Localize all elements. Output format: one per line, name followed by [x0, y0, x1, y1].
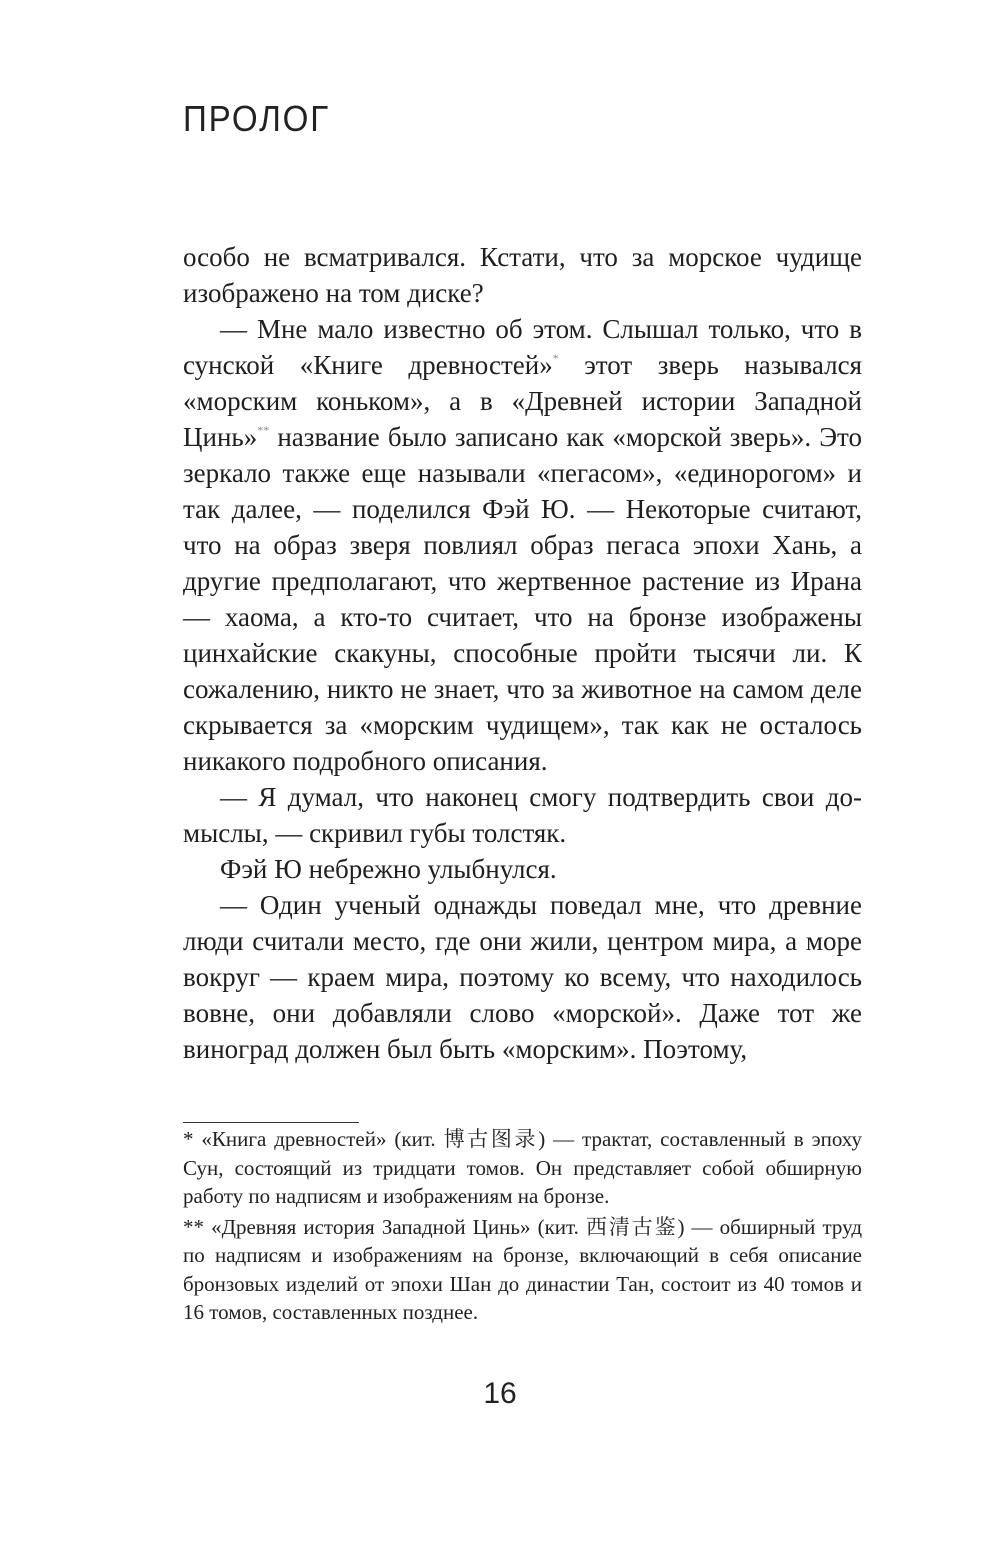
paragraph-fragment: название было записано как «морской зверь». Это зеркало также еще называли «пегасом», «единорогом» и так далее, — поделился Фэй Ю. — Некоторые считают, что на образ зверя повлиял образ пегаса эпохи Хань, а другие предполагают, что жертвенное растение из Ирана — хаома, а кто-то считает, что на бронзе изображены цинхайские скакуны, способные пройти тысячи ли. К сожалению, никто не знает, что за животное на самом деле скрывается за «морским чудищем», так как не осталось никакого подробного описания. [183, 422, 862, 776]
paragraph-fragment: этот зверь назывался «морским коньком», а в «Древней истории Западной Цинь» [183, 350, 862, 452]
running-head-title: ПРОЛОГ [183, 98, 331, 139]
paragraph: — Я думал, что наконец смогу подтвердить свои домыслы, — скривил губы толстяк. [183, 782, 862, 848]
paragraph-fragment: — Мне мало известно об этом. Слышал только, что в сунской «Книге древностей» [183, 314, 862, 380]
footnote-ref-2[interactable]: ** [257, 423, 270, 437]
page-number: 16 [483, 1377, 517, 1410]
paragraph-with-footnote-refs [183, 311, 862, 779]
footnote-2: ** «Древняя история Западной Цинь» (кит. 西清古鉴) — обширный труд по надписям и изображениям на бронзе, включающий в себя описание бронзовых изделий от эпохи Шан до династии Тан, состоит из 40 томов и 16 томов, составленных позднее. [183, 1214, 862, 1324]
footnotes [183, 1125, 862, 1327]
footnote-ref-1[interactable]: * [552, 351, 559, 365]
footnote-1: * «Книга древностей» (кит. 博古图录) — трактат, составленный в эпоху Сун, состоящий из тридцати томов. Он представляет собой обширную работу по надписям и изображениям на бронзе. [183, 1127, 862, 1208]
paragraph: особо не всматривался. Кстати, что за морское чудище изображено на том диске? [183, 242, 862, 308]
body-text [183, 239, 862, 1067]
footnote-divider [183, 1122, 359, 1123]
paragraph: — Один ученый однажды поведал мне, что древние люди считали место, где они жили, центром мира, а море вокруг — краем мира, поэтому ко всему, что находилось вовне, они добавляли слово «морской». Даже тот же виноград должен был быть «морским». Поэтому, [183, 890, 862, 1064]
paragraph: Фэй Ю небрежно улыбнулся. [220, 854, 557, 884]
